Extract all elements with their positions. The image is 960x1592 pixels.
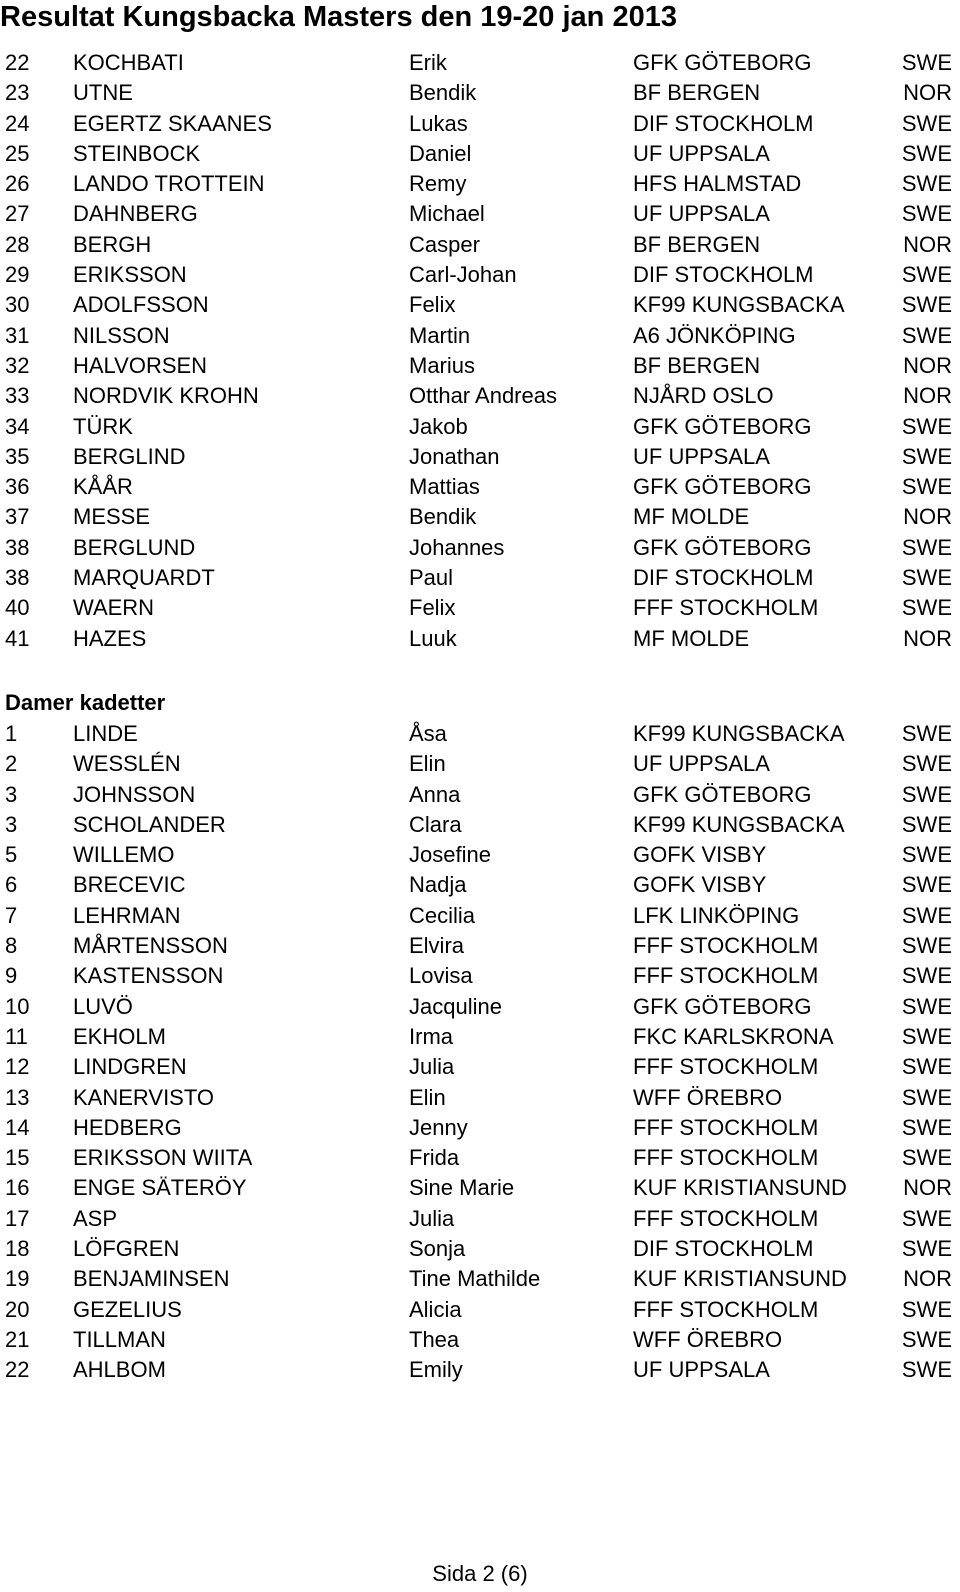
last-name: ERIKSSON <box>73 262 187 288</box>
first-name: Michael <box>409 201 485 227</box>
club: FFF STOCKHOLM <box>633 933 819 959</box>
last-name: STEINBOCK <box>73 140 201 166</box>
first-name: Mattias <box>409 474 480 500</box>
placing: 41 <box>5 625 30 651</box>
last-name: MARQUARDT <box>73 565 215 591</box>
placing: 11 <box>5 1023 28 1049</box>
first-name: Elvira <box>409 933 465 959</box>
first-name: Martin <box>409 322 471 348</box>
club: GFK GÖTEBORG <box>633 993 812 1019</box>
country: SWE <box>901 1114 952 1140</box>
placing: 1 <box>5 721 18 746</box>
first-name: Clara <box>409 811 462 837</box>
table-row <box>0 992 960 1022</box>
last-name: HEDBERG <box>73 1114 182 1140</box>
country: SWE <box>901 993 952 1019</box>
last-name: BENJAMINSEN <box>73 1266 230 1292</box>
placing: 25 <box>5 140 30 166</box>
last-name: EKHOLM <box>73 1023 166 1049</box>
first-name: Felix <box>409 595 456 621</box>
placing: 33 <box>5 383 30 409</box>
table-row <box>0 290 960 320</box>
placing: 12 <box>5 1054 30 1080</box>
club: UF UPPSALA <box>633 140 770 166</box>
table-row <box>0 1022 960 1052</box>
first-name: Lukas <box>409 110 468 136</box>
country: SWE <box>901 1054 952 1080</box>
club: GOFK VISBY <box>633 872 767 898</box>
country: SWE <box>901 110 952 136</box>
page-title: Resultat Kungsbacka Masters den 19-20 jan 2013 <box>0 1 677 33</box>
club: MF MOLDE <box>633 504 750 530</box>
last-name: HAZES <box>73 625 147 651</box>
placing: 15 <box>5 1145 30 1171</box>
last-name: KANERVISTO <box>73 1084 215 1110</box>
club: UF UPPSALA <box>633 443 770 469</box>
first-name: Johannes <box>409 534 505 560</box>
club: DIF STOCKHOLM <box>633 262 814 288</box>
country: SWE <box>901 171 952 197</box>
first-name: Julia <box>409 1054 455 1080</box>
table-row <box>0 502 960 532</box>
first-name: Bendik <box>409 80 477 106</box>
country: NOR <box>903 80 952 106</box>
country: NOR <box>903 352 952 378</box>
table-row <box>0 48 960 78</box>
table-row <box>0 961 960 991</box>
table-row <box>0 169 960 199</box>
placing: 22 <box>5 1357 30 1383</box>
club: FFF STOCKHOLM <box>633 1114 819 1140</box>
club: BF BERGEN <box>633 231 761 257</box>
country: SWE <box>901 781 952 807</box>
table-row <box>0 624 960 654</box>
placing: 37 <box>5 504 30 530</box>
club: UF UPPSALA <box>633 751 770 777</box>
country: NOR <box>903 231 952 257</box>
country: NOR <box>903 625 952 651</box>
club: KF99 KUNGSBACKA <box>633 811 845 837</box>
placing: 8 <box>5 933 18 959</box>
table-row <box>0 139 960 169</box>
placing: 35 <box>5 443 30 469</box>
last-name: JOHNSSON <box>73 781 196 807</box>
placing: 34 <box>5 413 30 439</box>
club: FFF STOCKHOLM <box>633 1205 819 1231</box>
country: SWE <box>901 474 952 500</box>
placing: 14 <box>5 1114 30 1140</box>
placing: 3 <box>5 781 18 807</box>
results-table-1 <box>0 48 960 654</box>
placing: 23 <box>5 80 30 106</box>
club: FFF STOCKHOLM <box>633 595 819 621</box>
club: DIF STOCKHOLM <box>633 1236 814 1262</box>
first-name: Anna <box>409 781 461 807</box>
first-name: Tine Mathilde <box>409 1266 541 1292</box>
placing: 30 <box>5 292 30 318</box>
last-name: WAERN <box>73 595 155 621</box>
table-row <box>0 230 960 260</box>
country: SWE <box>901 1205 952 1231</box>
club: DIF STOCKHOLM <box>633 110 814 136</box>
last-name: WESSLÉN <box>73 751 181 777</box>
first-name: Elin <box>409 1084 446 1110</box>
country: SWE <box>901 140 952 166</box>
country: SWE <box>901 721 952 746</box>
table-row <box>0 412 960 442</box>
country: SWE <box>901 50 952 75</box>
first-name: Nadja <box>409 872 467 898</box>
club: GFK GÖTEBORG <box>633 413 812 439</box>
placing: 5 <box>5 842 18 868</box>
placing: 18 <box>5 1236 30 1262</box>
country: SWE <box>901 963 952 989</box>
club: GFK GÖTEBORG <box>633 534 812 560</box>
last-name: KÅÅR <box>73 474 133 500</box>
placing: 36 <box>5 474 30 500</box>
club: A6 JÖNKÖPING <box>633 322 796 348</box>
club: FFF STOCKHOLM <box>633 963 819 989</box>
table-row <box>0 533 960 563</box>
first-name: Carl-Johan <box>409 262 517 288</box>
club: GFK GÖTEBORG <box>633 474 812 500</box>
table-row <box>0 719 960 749</box>
last-name: UTNE <box>73 80 133 106</box>
country: SWE <box>901 902 952 928</box>
club: UF UPPSALA <box>633 1357 770 1383</box>
table-row <box>0 1325 960 1355</box>
country: NOR <box>903 504 952 530</box>
table-row <box>0 109 960 139</box>
placing: 31 <box>5 322 30 348</box>
table-row <box>0 931 960 961</box>
table-row <box>0 870 960 900</box>
last-name: KASTENSSON <box>73 963 224 989</box>
first-name: Thea <box>409 1326 460 1352</box>
last-name: BERGH <box>73 231 152 257</box>
placing: 26 <box>5 171 30 197</box>
club: DIF STOCKHOLM <box>633 565 814 591</box>
country: NOR <box>903 1266 952 1292</box>
table-row <box>0 1113 960 1143</box>
table-row <box>0 593 960 623</box>
club: FKC KARLSKRONA <box>633 1023 834 1049</box>
placing: 10 <box>5 993 30 1019</box>
country: SWE <box>901 1357 952 1383</box>
club: NJÅRD OSLO <box>633 383 774 409</box>
country: SWE <box>901 1145 952 1171</box>
club: KF99 KUNGSBACKA <box>633 721 845 746</box>
country: SWE <box>901 534 952 560</box>
first-name: Åsa <box>409 721 447 746</box>
first-name: Lovisa <box>409 963 473 989</box>
country: SWE <box>901 413 952 439</box>
first-name: Daniel <box>409 140 472 166</box>
club: KUF KRISTIANSUND <box>633 1175 847 1201</box>
table-row <box>0 901 960 931</box>
table-row <box>0 1204 960 1234</box>
table-row <box>0 840 960 870</box>
last-name: DAHNBERG <box>73 201 198 227</box>
placing: 16 <box>5 1175 30 1201</box>
first-name: Jonathan <box>409 443 500 469</box>
placing: 27 <box>5 201 30 227</box>
country: SWE <box>901 201 952 227</box>
club: FFF STOCKHOLM <box>633 1296 819 1322</box>
last-name: NILSSON <box>73 322 170 348</box>
club: FFF STOCKHOLM <box>633 1145 819 1171</box>
last-name: TILLMAN <box>73 1326 166 1352</box>
last-name: ADOLFSSON <box>73 292 209 318</box>
first-name: Irma <box>409 1023 453 1049</box>
country: SWE <box>901 842 952 868</box>
section-heading: Damer kadetter <box>5 690 166 715</box>
placing: 17 <box>5 1205 30 1231</box>
first-name: Otthar Andreas <box>409 383 557 409</box>
table-row <box>0 780 960 810</box>
placing: 9 <box>5 963 18 989</box>
club: WFF ÖREBRO <box>633 1084 783 1110</box>
table-row <box>0 1083 960 1113</box>
placing: 28 <box>5 231 30 257</box>
country: SWE <box>901 751 952 777</box>
last-name: GEZELIUS <box>73 1296 182 1322</box>
placing: 22 <box>5 50 30 75</box>
table-row <box>0 1143 960 1173</box>
country: SWE <box>901 933 952 959</box>
placing: 13 <box>5 1084 30 1110</box>
placing: 38 <box>5 534 30 560</box>
first-name: Emily <box>409 1357 463 1383</box>
table-row <box>0 381 960 411</box>
table-row <box>0 749 960 779</box>
last-name: KOCHBATI <box>73 50 184 75</box>
table-row <box>0 1052 960 1082</box>
club: KF99 KUNGSBACKA <box>633 292 845 318</box>
placing: 21 <box>5 1326 30 1352</box>
last-name: LUVÖ <box>73 993 133 1019</box>
last-name: LINDE <box>73 721 138 746</box>
last-name: SCHOLANDER <box>73 811 226 837</box>
placing: 6 <box>5 872 18 898</box>
club: WFF ÖREBRO <box>633 1326 783 1352</box>
country: SWE <box>901 1296 952 1322</box>
last-name: ASP <box>73 1205 118 1231</box>
club: BF BERGEN <box>633 80 761 106</box>
table-row <box>0 1355 960 1385</box>
last-name: EGERTZ SKAANES <box>73 110 272 136</box>
club: HFS HALMSTAD <box>633 171 802 197</box>
last-name: ERIKSSON WIITA <box>73 1145 253 1171</box>
country: SWE <box>901 322 952 348</box>
last-name: BERGLUND <box>73 534 196 560</box>
country: SWE <box>901 872 952 898</box>
first-name: Luuk <box>409 625 457 651</box>
first-name: Paul <box>409 565 454 591</box>
last-name: LÖFGREN <box>73 1236 180 1262</box>
club: UF UPPSALA <box>633 201 770 227</box>
first-name: Julia <box>409 1205 455 1231</box>
last-name: AHLBOM <box>73 1357 166 1383</box>
country: SWE <box>901 1084 952 1110</box>
country: NOR <box>903 1175 952 1201</box>
club: GFK GÖTEBORG <box>633 50 812 75</box>
placing: 32 <box>5 352 30 378</box>
first-name: Jakob <box>409 413 468 439</box>
first-name: Josefine <box>409 842 491 868</box>
club: FFF STOCKHOLM <box>633 1054 819 1080</box>
placing: 19 <box>5 1266 30 1292</box>
placing: 40 <box>5 595 30 621</box>
first-name: Bendik <box>409 504 477 530</box>
table-row <box>0 351 960 381</box>
club: GOFK VISBY <box>633 842 767 868</box>
last-name: MESSE <box>73 504 151 530</box>
country: SWE <box>901 1236 952 1262</box>
placing: 7 <box>5 902 18 928</box>
last-name: LANDO TROTTEIN <box>73 171 265 197</box>
page-footer: Sida 2 (6) <box>432 1561 528 1586</box>
last-name: ENGE SÄTERÖY <box>73 1175 247 1201</box>
club: GFK GÖTEBORG <box>633 781 812 807</box>
last-name: NORDVIK KROHN <box>73 383 259 409</box>
table-row <box>0 321 960 351</box>
table-row <box>0 810 960 840</box>
table-row <box>0 78 960 108</box>
first-name: Frida <box>409 1145 460 1171</box>
last-name: LINDGREN <box>73 1054 187 1080</box>
first-name: Remy <box>409 171 467 197</box>
first-name: Cecilia <box>409 902 476 928</box>
country: SWE <box>901 595 952 621</box>
country: SWE <box>901 443 952 469</box>
last-name: BRECEVIC <box>73 872 186 898</box>
table-row <box>0 1264 960 1294</box>
first-name: Jenny <box>409 1114 468 1140</box>
placing: 2 <box>5 751 18 777</box>
table-row <box>0 1173 960 1203</box>
placing: 29 <box>5 262 30 288</box>
first-name: Marius <box>409 352 476 378</box>
table-row <box>0 442 960 472</box>
first-name: Felix <box>409 292 456 318</box>
placing: 38 <box>5 565 30 591</box>
first-name: Alicia <box>409 1296 462 1322</box>
country: SWE <box>901 262 952 288</box>
club: MF MOLDE <box>633 625 750 651</box>
first-name: Sonja <box>409 1236 466 1262</box>
country: NOR <box>903 383 952 409</box>
table-row <box>0 1234 960 1264</box>
placing: 20 <box>5 1296 30 1322</box>
last-name: WILLEMO <box>73 842 175 868</box>
first-name: Jacquline <box>409 993 502 1019</box>
club: LFK LINKÖPING <box>633 902 800 928</box>
club: BF BERGEN <box>633 352 761 378</box>
placing: 3 <box>5 811 18 837</box>
country: SWE <box>901 292 952 318</box>
placing: 24 <box>5 110 30 136</box>
table-row <box>0 260 960 290</box>
table-row <box>0 563 960 593</box>
country: SWE <box>901 1326 952 1352</box>
last-name: TÜRK <box>73 413 133 439</box>
first-name: Elin <box>409 751 446 777</box>
last-name: HALVORSEN <box>73 352 208 378</box>
table-row <box>0 199 960 229</box>
club: KUF KRISTIANSUND <box>633 1266 847 1292</box>
table-row <box>0 1295 960 1325</box>
last-name: MÅRTENSSON <box>73 933 228 959</box>
table-row <box>0 472 960 502</box>
results-table-2 <box>0 719 960 1386</box>
country: SWE <box>901 565 952 591</box>
first-name: Casper <box>409 231 480 257</box>
first-name: Erik <box>409 50 447 75</box>
first-name: Sine Marie <box>409 1175 515 1201</box>
last-name: LEHRMAN <box>73 902 181 928</box>
country: SWE <box>901 811 952 837</box>
last-name: BERGLIND <box>73 443 186 469</box>
country: SWE <box>901 1023 952 1049</box>
